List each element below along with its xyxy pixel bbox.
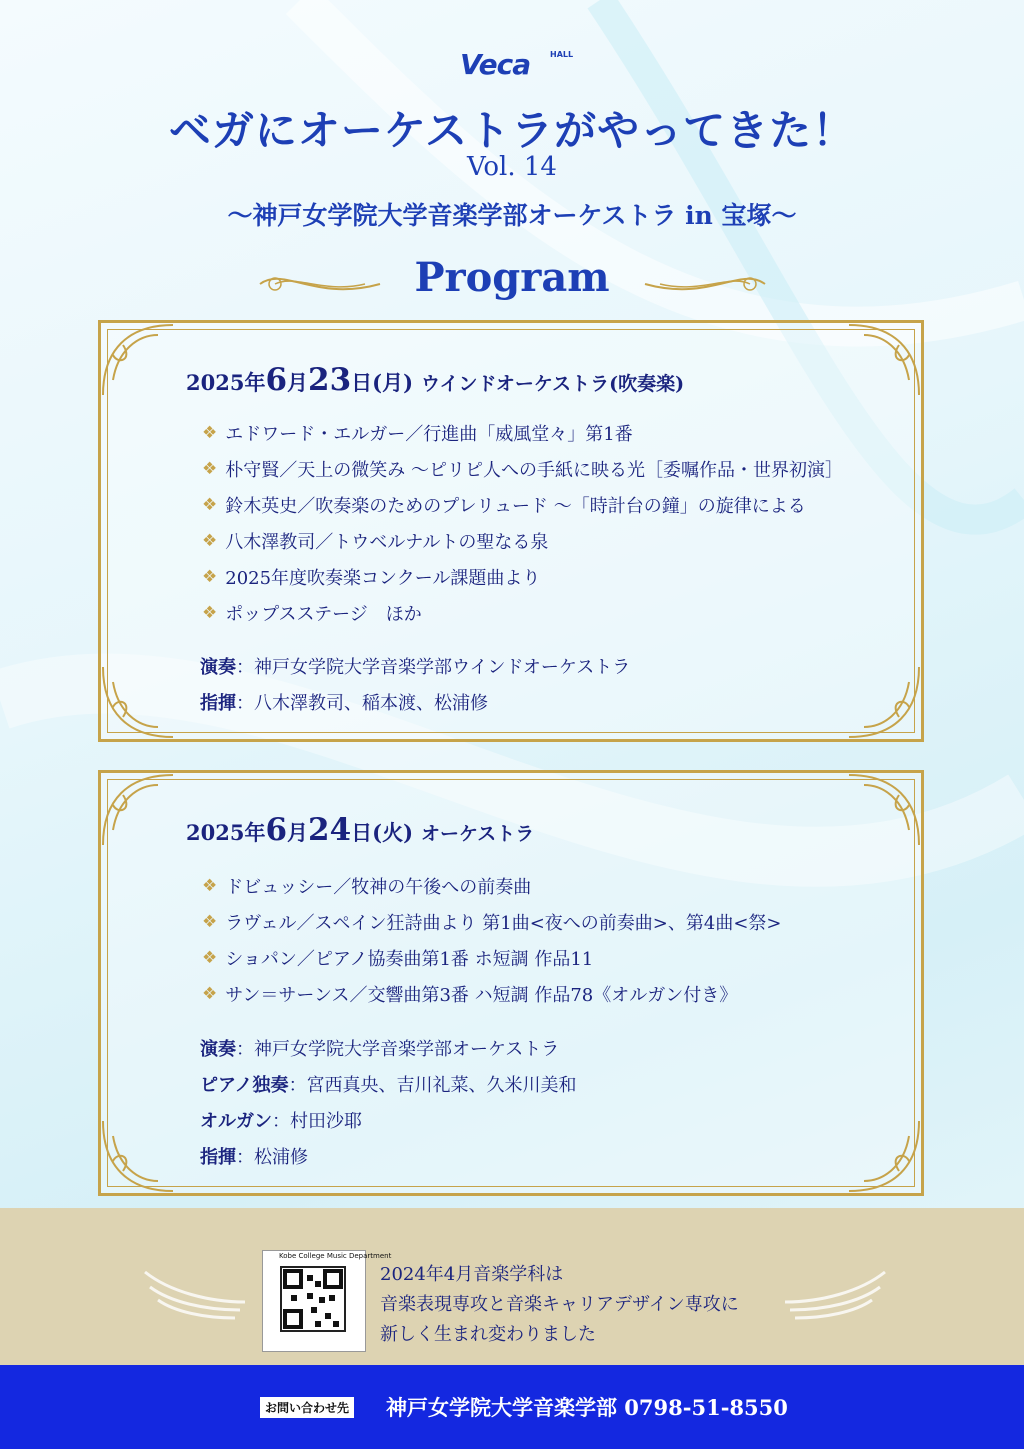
credit-row: 演奏 ：神戸女学院大学音楽学部オーケストラ [200,1039,560,1060]
credit-row: ピアノ独奏 ：宮西真央、吉川礼菜、久米川美和 [200,1075,577,1096]
corner-ornament-icon [98,1116,178,1196]
qr-caption: Kobe College Music Department [279,1252,392,1260]
concert1-kind: ウインドオーケストラ(吹奏楽) [421,373,685,395]
corner-ornament-icon [844,662,924,742]
list-item: ❖ ショパン／ピアノ協奏曲第1番 ホ短調 作品11 [202,948,594,970]
contact-phone[interactable]: 神戸女学院大学音楽学部 0798-51-8550 [386,1395,788,1420]
concert2-date: 2025年6月24日(火) オーケストラ [186,812,535,848]
list-item: ❖ サン＝サーンス／交響曲第3番 ハ短調 作品78《オルガン付き》 [202,984,738,1006]
event-subtitle: 〜神戸女学院大学音楽学部オーケストラ in 宝塚〜 [227,201,797,230]
list-item: ❖ ドビュッシー／牧神の午後への前奏曲 [202,876,532,898]
concert1-program-list [202,415,843,631]
wing-left-icon [140,1262,250,1322]
concert2-kind: オーケストラ [421,823,535,845]
concert2-program-list [202,868,781,1012]
wing-right-icon [780,1262,890,1322]
event-title: ベガにオーケストラがやってきた！ [168,106,856,155]
concert1-date: 2025年6月23日(月) ウインドオーケストラ(吹奏楽) [186,362,685,398]
credit-row: 指揮 ：松浦修 [200,1147,308,1168]
concert2-credits [200,1030,577,1174]
list-item: ❖ 朴守賢／天上の微笑み 〜ピリピ人への手紙に映る光［委嘱作品・世界初演］ [202,459,843,481]
volume-number: Vol. 14 [467,152,557,182]
corner-ornament-icon [98,662,178,742]
list-item: ❖ 鈴木英史／吹奏楽のためのプレリュード 〜「時計台の鐘」の旋律による [202,495,806,517]
diamond-icon: ❖ [202,948,218,968]
logo-text: Veca [460,48,531,81]
contact-label: お問い合わせ先 [260,1397,354,1418]
corner-ornament-icon [844,320,924,400]
diamond-icon: ❖ [202,459,218,479]
corner-ornament-icon [844,1116,924,1196]
corner-ornament-icon [98,320,178,400]
list-item: ❖ ラヴェル／スペイン狂詩曲より 第1曲<夜への前奏曲>、第4曲<祭> [202,912,782,934]
corner-ornament-icon [844,770,924,850]
qr-code[interactable] [262,1250,392,1352]
veca-hall-logo [460,48,574,81]
diamond-icon: ❖ [202,423,218,443]
diamond-icon: ❖ [202,876,218,896]
diamond-icon: ❖ [202,984,218,1004]
diamond-icon: ❖ [202,495,218,515]
concert1-credits [200,648,630,720]
diamond-icon: ❖ [202,603,218,623]
qr-code-icon [263,1251,363,1349]
credit-row: オルガン ：村田沙耶 [200,1111,362,1132]
list-item: ❖ 八木澤教司／トウベルナルトの聖なる泉 [202,531,549,553]
program-heading: Program [414,254,610,301]
list-item: ❖ ポップスステージ ほか [202,603,422,625]
diamond-icon: ❖ [202,567,218,587]
list-item: ❖ エドワード・エルガー／行進曲「威風堂々」第1番 [202,423,633,445]
list-item: ❖ 2025年度吹奏楽コンクール課題曲より [202,567,541,589]
diamond-icon: ❖ [202,531,218,551]
credit-row: 指揮 ：八木澤教司、稲本渡、松浦修 [200,693,488,714]
announcement-text: 2024年4月音楽学科は 音楽表現専攻と音楽キャリアデザイン専攻に 新しく生まれ変わりました [380,1264,739,1345]
flourish-right-icon [640,266,770,302]
corner-ornament-icon [98,770,178,850]
diamond-icon: ❖ [202,912,218,932]
credit-row: 演奏 ：神戸女学院大学音楽学部ウインドオーケストラ [200,657,631,678]
logo-sub: HALL [550,50,574,59]
